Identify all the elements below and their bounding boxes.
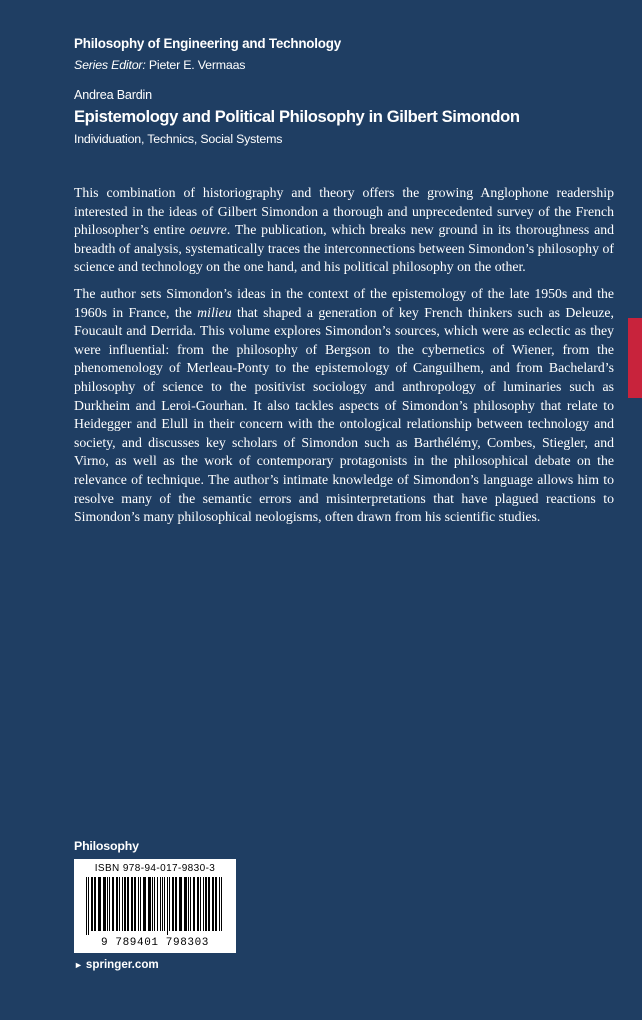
barcode-bar (172, 877, 174, 931)
book-subtitle: Individuation, Technics, Social Systems (74, 132, 283, 146)
publisher-url: springer.com (85, 958, 159, 971)
barcode-bar (212, 877, 214, 931)
barcode-bar (107, 877, 108, 931)
barcode-bar (188, 877, 189, 931)
blurb-p2-emphasis: milieu (197, 304, 232, 320)
barcode-bar (190, 877, 191, 931)
barcode-bar (162, 877, 163, 931)
barcode-bar (103, 877, 106, 931)
publisher-link[interactable] (74, 958, 159, 971)
barcode-bar (122, 877, 123, 931)
barcode-bar (157, 877, 158, 931)
blurb-p1-text-b: . The publication, which breaks new ground in its thoroughness and breadth of analysis, systematically traces the interconnections between Simondon’s philosophy of science and technology on the one hand, and his political philosophy on the other. (74, 222, 614, 275)
barcode-bar (169, 877, 170, 931)
barcode-bar (112, 877, 114, 931)
blurb-paragraph-1 (74, 184, 614, 277)
barcode-bar (205, 877, 207, 931)
barcode-bar (134, 877, 136, 931)
series-editor-name: Pieter E. Vermaas (148, 58, 246, 72)
barcode-bar (116, 877, 118, 931)
barcode-bar (119, 877, 120, 931)
barcode-digits: 9 789401 798303 (100, 937, 210, 949)
blurb-p2-text-a: The author sets Simondon’s ideas in the context of the epistemology of the late 1950s and the 1960s in France, the (74, 285, 614, 320)
barcode-bar (179, 877, 182, 931)
barcode-bar (193, 877, 195, 931)
barcode-bar (160, 877, 161, 931)
barcode-bar (86, 877, 87, 935)
barcode-bar (219, 877, 220, 931)
blurb-p1-emphasis: oeuvre (189, 222, 227, 238)
barcode-bar (88, 877, 89, 935)
barcode-bar (184, 877, 187, 931)
barcode-bar (152, 877, 153, 931)
barcode-bar (131, 877, 133, 931)
blurb-p2-text-b: that shaped a generation of key French thinkers such as Deleuze, Foucault and Derrida. This volume explores Simondon’s sources, which were as eclectic as they were influential: from the philosophy of Bergson to the cybernetics of Wiener, from the phenomenology of Merleau-Ponty to the epistemology of Canguilhem, and from Bachelard’s philosophy of science to the positivist sociology and anthropology of luminaries such as Durkheim and Leroi-Gourhan. It also tackles aspects of Simondon’s philosophy that relate to Heidegger and Elull in their concern with the ontological relationship between technology and society, and discusses key scholars of Simondon such as Barthélémy, Combes, Stiegler, and Virno, as well as the work of contemporary protagonists in the philosophical debate on the relevance of technique. The author’s intimate knowledge of Simondon’s language allows him to resolve many of the semantic errors and misinterpretations that have plagued reactions to Simondon’s many philosophical neologisms, often drawn from his scientific studies. (74, 304, 614, 525)
arrow-right-icon: ► (74, 960, 83, 970)
barcode-bar (127, 877, 129, 931)
barcode-bar (221, 877, 222, 931)
barcode-icon (84, 877, 226, 935)
barcode-bar (154, 877, 155, 931)
blurb-p1-text-a: This combination of historiography and theory offers the growing Anglophone readership interested in the ideas of Gilbert Simondon a thorough and unprecedented survey of the French philosopher’s entire (74, 185, 614, 238)
series-title: Philosophy of Engineering and Technology (74, 36, 342, 51)
series-editor (74, 58, 245, 72)
barcode-bar (94, 877, 96, 931)
barcode-bar (200, 877, 201, 931)
blurb (74, 184, 614, 535)
barcode-bar (124, 877, 126, 931)
author-name: Andrea Bardin (74, 88, 152, 102)
barcode-bar (148, 877, 151, 931)
barcode-bar (138, 877, 139, 931)
book-title: Epistemology and Political Philosophy in Gilbert Simondon (74, 107, 520, 126)
barcode-bar (140, 877, 141, 931)
barcode-bar (175, 877, 177, 931)
barcode-bar (91, 877, 93, 931)
series-editor-label: Series Editor: (74, 58, 146, 72)
subject-category: Philosophy (74, 839, 139, 853)
isbn-label: ISBN 978-94-017-9830-3 (94, 863, 216, 874)
barcode-bar (197, 877, 199, 931)
barcode-bar (109, 877, 110, 931)
barcode-bar (164, 877, 165, 931)
barcode-bar (203, 877, 204, 931)
spine-color-tab (628, 318, 642, 398)
barcode-bar (208, 877, 210, 931)
barcode-bar (143, 877, 146, 931)
blurb-paragraph-2 (74, 285, 614, 527)
barcode-bar (215, 877, 217, 931)
barcode-bar (167, 877, 168, 935)
isbn-barcode (74, 859, 236, 953)
barcode-bar (98, 877, 101, 931)
